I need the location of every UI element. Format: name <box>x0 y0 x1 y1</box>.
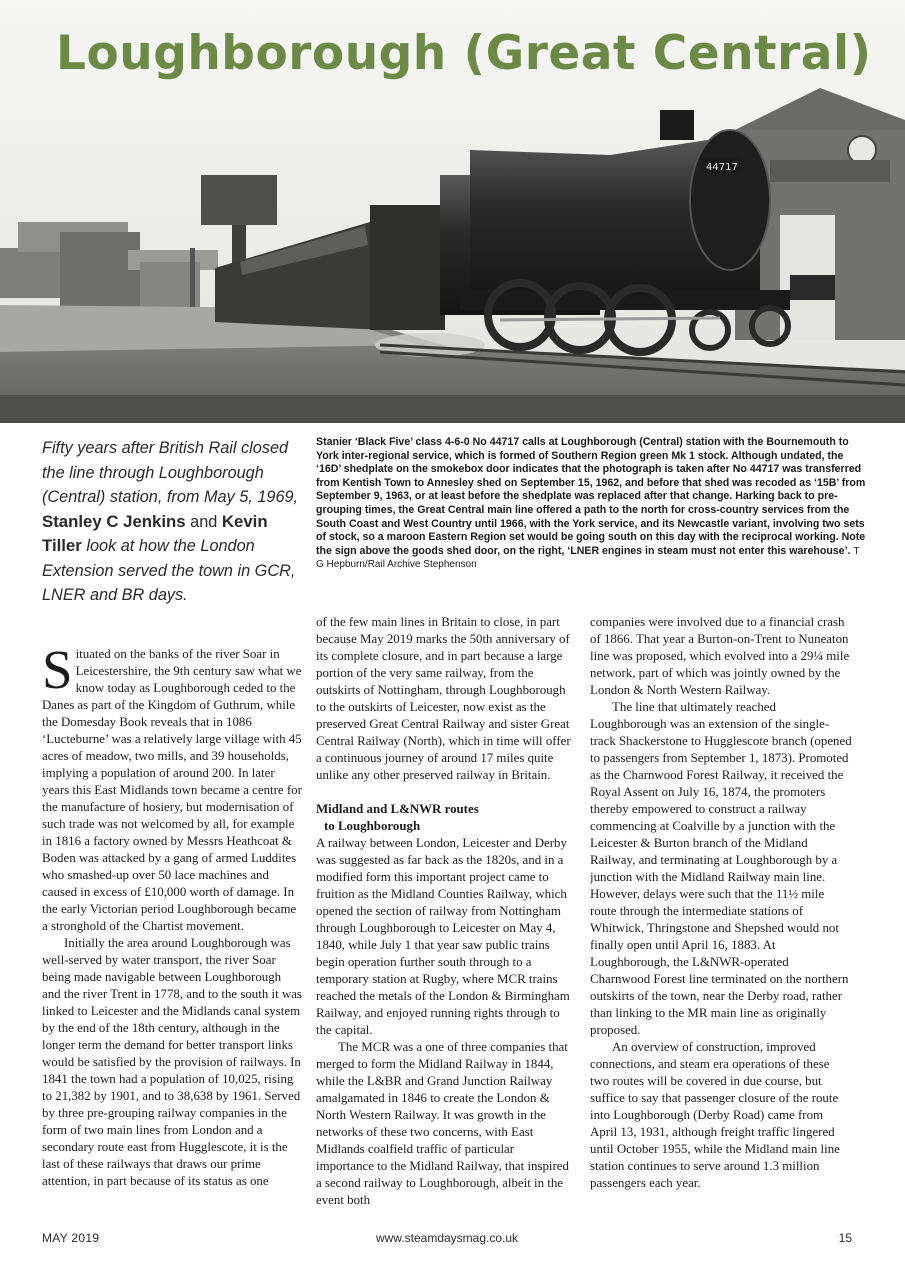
photo-caption <box>316 436 868 572</box>
body-column-3 <box>590 614 852 1214</box>
body-paragraph: Initially the area around Loughborough was well-served by water transport, the river Soar being made navigable between Loughborough and the river Trent in 1778, and to the south it was linked to Leicester and the Midlands canal system by the end of the 18th century, although in the longer term the demand for better transport links would be satisfied by the provision of railways. In 1841 the town had a population of 10,025, rising to 21,382 by 1901, and to 38,638 by 1961. Served by three pre-grouping railway companies in the form of two main lines from London and a secondary route east from Hugglescote, it is the last of these railways that draws our prime attention, in part because of its status as one <box>42 936 302 1188</box>
page-footer <box>42 1231 852 1247</box>
author-name-1: Stanley C Jenkins <box>42 511 186 531</box>
caption-text: Stanier ‘Black Five’ class 4-6-0 No 44717 calls at Loughborough (Central) station with the Bournemouth to York inter-regional service, which is formed of Southern Region green Mk 1 stock. Although undated, the ‘16D’ shedplate on the smokebox door indicates that the photograph is taken after No 44717 was transferred from Kentish Town to Annesley shed on September 15, 1962, and before that shed was recoded as ‘15B’ from September 9, 1963, or at least before the shedplate was replaced after that change. Harking back to pre-grouping times, the Great Central main line offered a path to the north for cross-country services from the South Coast and West Country until 1966, with the York service, and its Newcastle variant, involving two sets of stock, so a maroon Eastern Region set would be going south on this day with the reciprocal working. Note the sign above the goods shed door, on the right, ‘LNER engines in steam must not enter this warehouse’. <box>316 436 866 557</box>
issue-date: MAY 2019 <box>42 1231 100 1245</box>
standfirst-and: and <box>190 512 218 531</box>
standfirst <box>42 436 304 608</box>
article-title: Loughborough (Great Central) <box>56 26 872 81</box>
loco-number-plate: 44717 <box>706 162 738 173</box>
body-paragraph: companies were involved due to a financial crash of 1866. That year a Burton-on-Trent to Nuneaton line was proposed, which evolved into a 29¼ mile network, part of which was jointly owned by the London & North Western Railway. <box>590 615 850 697</box>
website-url: www.steamdaysmag.co.uk <box>375 1231 519 1245</box>
section-subhead <box>316 801 574 835</box>
body-paragraph <box>42 646 302 935</box>
paragraph-text: ituated on the banks of the river Soar in Leicestershire, the 9th century saw what we know today as Loughborough ceded to the Danes as part of the Kingdom of Guthrum, while the Domesday Book reveals that in 1086 ‘Lucteburne’ was a relatively large village with 45 acres of meadow, two mills, and 39 households, implying a population of around 200. In later years this East Midlands town became a centre for the manufacture of hosiery, but modernisation of such trade was not welcomed by all, for example in 1816 a factory owned by Messrs Heathcoat & Boden was attacked by a gang of armed Luddites who smashed-up over 50 lace machines and caused in excess of £10,000 worth of damage. In the early Victorian period Loughborough became a stronghold of the Chartist movement. <box>42 647 302 933</box>
body-column-2 <box>316 614 574 1214</box>
standfirst-outro: look at how the London Extension served the town in GCR, LNER and BR days. <box>42 537 296 604</box>
body-column-1 <box>42 646 302 1216</box>
subhead-line-2: to Loughborough <box>324 819 421 833</box>
hero-photo <box>0 0 905 423</box>
author-name-2: Kevin Tiller <box>42 511 268 555</box>
body-paragraph: The line that ultimately reached Loughborough was an extension of the single-track Shackerstone to Hugglescote branch (opened to passengers from September 1, 1873). Promoted as the Charnwood Forest Railway, it received the Royal Assent on July 16, 1874, the promoters thereby empowered to construct a railway commencing at Coalville by a junction with the Leicester & Burton branch of the Midland Railway, and terminating at Loughborough by a junction with the Midland Railway main line. However, delays were such that the 11½ mile route through the intermediate stations of Whitwick, Thringstone and Shepshed would not finally open until April 16, 1883. At Loughborough, the L&NWR-operated Charnwood Forest line terminated on the northern outskirts of the town, near the Derby road, rather than linking to the MR main line as originally proposed. <box>590 700 852 1037</box>
body-paragraph: A railway between London, Leicester and Derby was suggested as far back as the 1820s, and in a modified form this important project came to fruition as the Midland Counties Railway, which opened the section of railway from Nottingham through Loughborough to Leicester on May 4, 1840, while July 1 that year saw public trains begin operation further south through to a temporary station at Rugby, where MCR trains reached the metals of the London & Birmingham Railway, and enjoyed running rights through to the capital. <box>316 836 570 1037</box>
drop-cap: S <box>42 646 73 700</box>
standfirst-intro: Fifty years after British Rail closed the line through Loughborough (Central) station, from May 5, 1969, <box>42 439 299 506</box>
body-paragraph: An overview of construction, improved connections, and steam era operations of these two routes will be covered in due course, but suffice to say that passenger closure of the route into Loughborough (Derby Road) came from April 13, 1931, although freight traffic lingered until October 1955, while the Midland main line station continues to serve around 1.3 million passengers each year. <box>590 1040 840 1190</box>
body-paragraph: of the few main lines in Britain to close, in part because May 2019 marks the 50th anniversary of its complete closure, and in part because a large portion of the very same railway, from the outskirts of Nottingham, through Loughborough to the outskirts of Leicester, now exist as the preserved Great Central Railway and sister Great Central Railway (North), which in time will offer a continuous journey of around 17 miles quite unlike any other preserved railway in Britain. <box>316 615 571 782</box>
page-number: 15 <box>838 1231 852 1245</box>
body-paragraph: The MCR was a one of three companies that merged to form the Midland Railway in 1844, while the L&BR and Grand Junction Railway amalgamated in 1846 to create the London & North Western Railway. It was growth in the networks of these two concerns, with East Midlands coalfield traffic of particular importance to the Midland Railway, that inspired a second railway to Loughborough, albeit in the event both <box>316 1040 569 1207</box>
subhead-line-1: Midland and L&NWR routes <box>316 802 479 816</box>
photo-credit: T G Hepburn/Rail Archive Stephenson <box>316 545 860 571</box>
